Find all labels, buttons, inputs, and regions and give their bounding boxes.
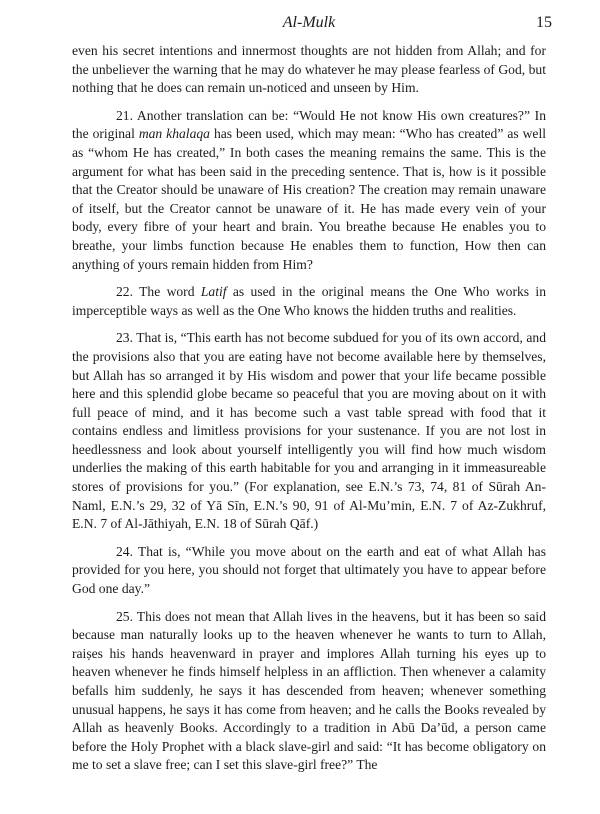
running-title: Al-Mulk (282, 14, 336, 31)
note-21-intro: 21. Another translation can be: “Would He not know His own creatures?” In the original (72, 107, 546, 142)
page-number: 15 (536, 14, 552, 31)
note-23: 23. That is, “This earth has not become subdued for you of its own accord, and the provisions also that you are eating have not become available here by themselves, but Allah has so arranged it by His wisdom and power that your life became possible here and this splendid globe became so peaceful that you are moving about on it with full peace of mind, and it has become such a vast table spread with food that it contains endless and limitless provisions for your sustenance. If you are not lost in heedlessness and look about yourself intelligently you will find how much wisdom underlies the making of this earth habitable for you and arranging in it immeasureable stores of provisions for you.” (For explanation, see E.N.’s 73, 74, 81 of Sūrah An-Naml, E.N.’s 29, 32 of Yā Sīn, E.N.’s 90, 91 of Al-Mu’min, E.N. 7 of Az-Zukhruf, E.N. 7 of Al-Jāthiyah, E.N. 18 of Sūrah Qāf.) (72, 330, 546, 532)
paragraph-continuation: even his secret intentions and innermost thoughts are not hidden from Allah; and for the unbeliever the warning that he may do whatever he may please fearless of God, but nothing that he does can remain un-noticed and unseen by Him. (72, 43, 546, 96)
body-text (72, 42, 546, 775)
page-header (72, 12, 552, 42)
note-22-italic-term: Latif (200, 284, 227, 300)
note-24: 24. That is, “While you move about on the earth and eat of what Allah has provided for you here, you should not forget that ultimately you have to appear before God one day.” (72, 543, 546, 597)
note-21 (72, 107, 546, 274)
note-22-intro: 22. The word (116, 284, 201, 300)
note-22-rest: as used in the original means the One Who works in imperceptible ways as well as the One Who knows the hidden truths and realities. (72, 284, 546, 318)
note-21-rest: has been used, which may mean: “Who has created” as well as “whom He has created,” In both cases the meaning remains the same. This is the argument for what has been said in the preceding sentence. That is, how is it possible that the Creator should be unaware of His creation? The creation may remain unaware of itself, but the Creator cannot be unaware of it. He has made every vein of your body, every fibre of your heart and brain. You breathe because He enables you to breathe, your limbs function because He enables them to function, How then can anything of yours remain hidden from Him? (72, 126, 547, 272)
note-22 (72, 283, 546, 320)
note-21-italic-term: man khalaqa (138, 126, 210, 142)
note-25: 25. This does not mean that Allah lives in the heavens, but it has been so said because man naturally looks up to the heaven whenever he wants to turn to Allah, raiṣes his hands heavenward in prayer and implores Allah turning his eyes up to heaven whenever he finds himself helpless in an affliction. Then whenever a calamity befalls him suddenly, he says it has descended from heaven; whenever something unusual happens, he says it has come from heaven; and he calls the Books revealed by Allah as heavenly Books. Accordingly to a tradition in Abū Da’ūd, a person came before the Holy Prophet with a black slave-girl and said: “It has become obligatory on me to set a slave free; can I set this slave-girl free?” The (72, 608, 546, 773)
